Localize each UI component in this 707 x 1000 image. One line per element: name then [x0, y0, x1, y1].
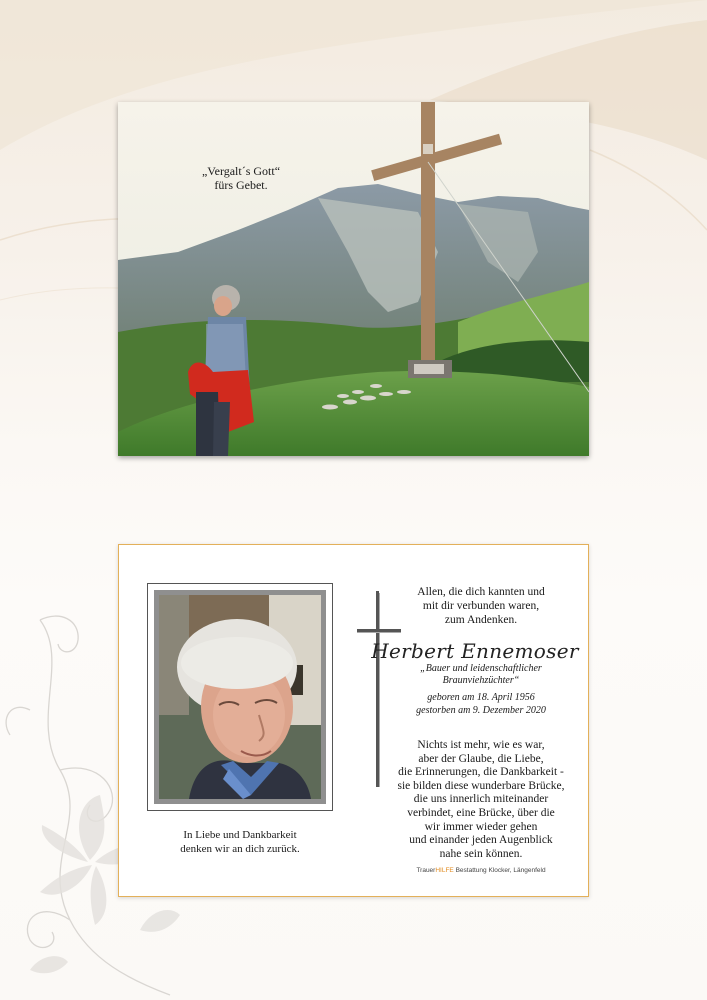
poem-line: sie bilden diese wunderbare Brücke,	[397, 779, 565, 792]
poem-line: die Erinnerungen, die Dankbarkeit -	[398, 766, 564, 779]
dedication-line-2: denken wir an dich zurück.	[180, 842, 300, 855]
poem	[381, 739, 581, 861]
poem-line: und einander jeden Augenblick	[409, 834, 553, 847]
poem-line: verbindet, eine Brücke, über die	[407, 806, 555, 819]
dedication-line-1: In Liebe und Dankbarkeit	[183, 829, 297, 841]
credit-accent: HILFE	[435, 867, 454, 874]
poem-line: Nichts ist mehr, wie es war,	[417, 739, 545, 751]
left-dedication	[147, 829, 333, 856]
memorial-card	[118, 544, 589, 897]
thanks-line-1: „Vergalt´s Gott“	[201, 164, 281, 178]
intro-line-1: Allen, die dich kannten und	[417, 586, 545, 598]
funeral-home-credit	[381, 867, 581, 874]
poem-line: aber der Glaube, die Liebe,	[418, 752, 544, 765]
death-date: gestorben am 9. Dezember 2020	[416, 705, 546, 716]
credit-rest: Bestattung Klocker, Längenfeld	[453, 867, 546, 874]
occupation	[381, 663, 581, 687]
birth-date: geboren am 18. April 1956	[427, 692, 535, 703]
thanks-line-2: fürs Gebet.	[214, 178, 268, 192]
portrait-mat	[154, 590, 326, 804]
occupation-line-1: „Bauer und leidenschaftlicher	[420, 663, 542, 674]
poem-line: wir immer wieder gehen	[424, 820, 538, 833]
poem-line: die uns innerlich miteinander	[413, 793, 549, 806]
intro-text	[381, 585, 581, 627]
poem-line: nahe sein können.	[439, 847, 523, 860]
thanks-text	[186, 164, 296, 192]
deceased-name: Herbert Ennemoser	[371, 639, 579, 663]
occupation-line-2: Braunviehzüchter“	[442, 675, 520, 686]
intro-line-3: zum Andenken.	[444, 614, 518, 626]
intro-line-2: mit dir verbunden waren,	[422, 600, 540, 612]
mountain-photo	[118, 102, 589, 456]
life-dates	[381, 691, 581, 717]
mountain-cross-scene	[118, 102, 589, 456]
portrait-photo	[159, 595, 321, 799]
portrait-frame	[147, 583, 333, 811]
credit-prefix: Trauer	[416, 867, 436, 874]
